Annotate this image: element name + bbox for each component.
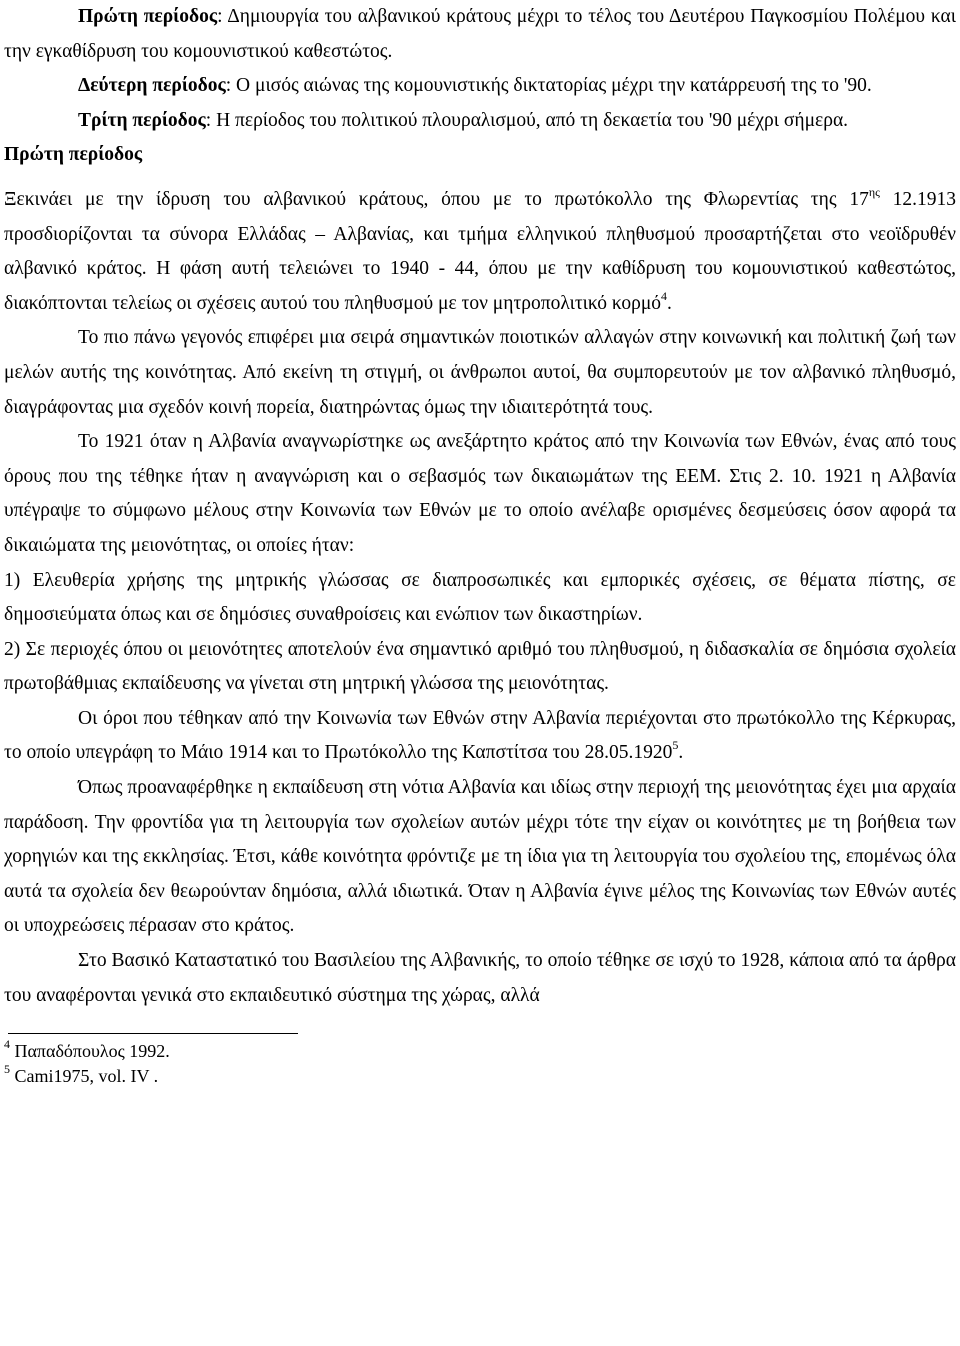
footnote-4-text: Παπαδόπουλος 1992. bbox=[10, 1041, 170, 1062]
first-period-paragraph bbox=[4, 0, 956, 69]
p1-text-a: Ξεκινάει με την ίδρυση του αλβανικού κράτους, όπου με το πρωτόκολλο της Φλωρεντίας της 17 bbox=[4, 188, 869, 210]
footnote-separator bbox=[8, 1033, 298, 1034]
second-period-paragraph bbox=[4, 69, 956, 104]
list-item-2: 2) Σε περιοχές όπου οι μειονότητες αποτελούν ένα σημαντικό αριθμό του πληθυσμού, η διδασκαλία σε δημόσια σχολεία πρωτοβάθμιας εκπαίδευσης να γίνεται στη μητρική γλώσσα της μειονότητας. bbox=[4, 638, 956, 695]
paragraph-protocols bbox=[4, 702, 956, 771]
paragraph-changes: Το πιο πάνω γεγονός επιφέρει μια σειρά σημαντικών ποιοτικών αλλαγών στην κοινωνική και πολιτική ζωή των μελών αυτής της κοινότητας. Από εκείνη τη στιγμή, οι άνθρωποι αυτοί, θα συμπορευτούν με τον αλβανικό πληθυσμό, διαγράφοντας μια σχεδόν κοινή πορεία, διατηρώντας όμως την ιδιαιτερότητά τους. bbox=[4, 327, 956, 418]
second-period-label: Δεύτερη περίοδος bbox=[78, 75, 226, 97]
p4-text: Οι όροι που τέθηκαν από την Κοινωνία των Εθνών στην Αλβανία περιέχονται στο πρωτόκολλο της Κέρκυρας, το οποίο υπεγράφη το Μάιο 1914 και το Πρωτόκολλο της Καπστίτσα του 28.05.1920 bbox=[4, 707, 956, 764]
p1-superscript: ης bbox=[868, 184, 880, 199]
footnote-ref-5: 5 bbox=[672, 738, 679, 753]
second-period-text: : Ο μισός αιώνας της κομουνιστικής δικτατορίας μέχρι την κατάρρευσή της το '90. bbox=[225, 75, 872, 97]
third-period-text: : Η περίοδος του πολιτικού πλουραλισμού, από τη δεκαετία του '90 μέχρι σήμερα. bbox=[205, 109, 849, 131]
p1-text-b: 12.1913 προσδιορίζονται τα σύνορα Ελλάδας – Αλβανίας, και τμήμα ελληνικού πληθυσμού προσαρτήζεται στο νεοϊδρυθέν αλβανικό κράτος. Η φάση αυτή τελειώνει το 1940 - 44, όπου με την καθίδρυση του κομουνιστικού καθεστώτος, διακόπτονται τελείως οι σχέσεις αυτού του πληθυσμού με τον μητροπολιτικό κορμό bbox=[4, 188, 956, 314]
p1-end: . bbox=[667, 292, 672, 314]
paragraph-league-of-nations: Το 1921 όταν η Αλβανία αναγνωρίστηκε ως ανεξάρτητο κράτος από την Κοινωνία των Εθνών, ένας από τους όρους που της τέθηκε ήταν η αναγνώριση και ο σεβασμός των δικαιωμάτων της ΕΕΜ. Στις 2. 10. 1921 η Αλβανία υπέγραψε το σύμφωνο μέλους στην Κοινωνία των Εθνών με το οποίο ανέλαβε ορισμένες δεσμεύσεις όσον αφορά τα δικαιώματα της μειονότητας, οι οποίες ήταν: bbox=[4, 431, 956, 556]
footnote-5-number: 5 bbox=[4, 1062, 10, 1077]
footnote-5 bbox=[4, 1064, 956, 1089]
first-period-label: Πρώτη περίοδος bbox=[78, 6, 218, 27]
footnote-4-number: 4 bbox=[4, 1037, 10, 1052]
footnote-ref-4: 4 bbox=[661, 288, 668, 303]
third-period-paragraph bbox=[4, 104, 956, 139]
p4-end: . bbox=[678, 742, 684, 764]
first-period-text: : Δημιουργία του αλβανικού κράτους μέχρι το τέλος του Δευτέρου Παγκοσμίου Πολέμου και την εγκαθίδρυση του κομουνιστικού καθεστώτος. bbox=[4, 6, 957, 62]
paragraph-florence-protocol bbox=[4, 183, 956, 321]
list-item-1: 1) Ελευθερία χρήσης της μητρικής γλώσσας σε διαπροσωπικές και εμπορικές σχέσεις, σε θέματα πίστης, σε δημοσιεύματα όπως και σε δημόσιες συναθροίσεις και ενώπιον των δικαστηρίων. bbox=[4, 569, 956, 626]
paragraph-education-history: Όπως προαναφέρθηκε η εκπαίδευση στη νότια Αλβανία και ιδίως στην περιοχή της μειονότητας έχει μια αρχαία παράδοση. Την φροντίδα για τη λειτουργία των σχολείων αυτών μέχρι τότε την είχαν οι κοινότητες με τη βοήθεια των χορηγιών και της εκκλησίας. Έτσι, κάθε κοινότητα φρόντιζε με τη ίδια για τη λειτουργία του σχολείου της, επομένως όλα αυτά τα σχολεία δεν θεωρούνταν δημόσια, αλλά ιδιωτικά. Όταν η Αλβανία έγινε μέλος της Κοινωνίας των Εθνών αυτές οι υποχρεώσεις πέρασαν στο κράτος. bbox=[4, 777, 956, 937]
footnotes bbox=[4, 1039, 956, 1089]
paragraph-statute: Στο Βασικό Καταστατικό του Βασιλείου της Αλβανικής, το οποίο τέθηκε σε ισχύ το 1928, κάποια από τα άρθρα του αναφέρονται γενικά στο εκπαιδευτικό σύστημα της χώρας, αλλά bbox=[4, 950, 956, 1006]
section-heading: Πρώτη περίοδος bbox=[4, 144, 143, 166]
footnote-4 bbox=[4, 1039, 956, 1064]
third-period-label: Τρίτη περίοδος bbox=[78, 109, 206, 131]
footnote-5-text: Cami1975, vol. IV . bbox=[10, 1066, 159, 1087]
